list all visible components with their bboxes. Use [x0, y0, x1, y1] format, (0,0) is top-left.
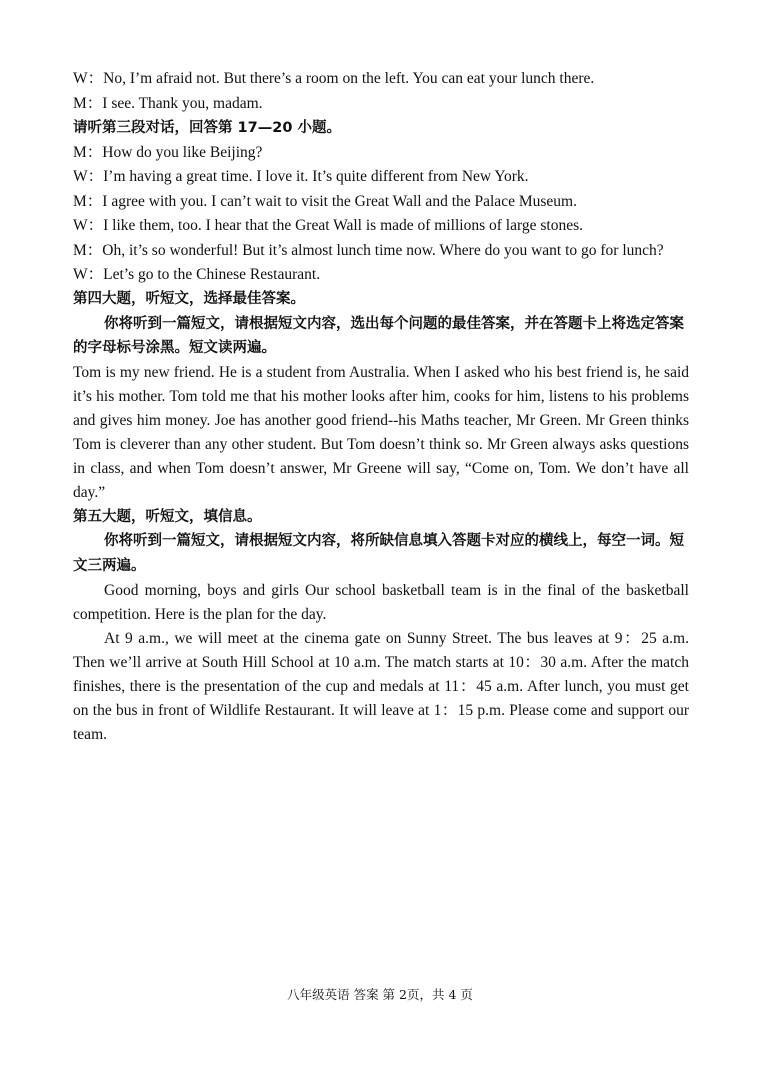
dialogue-line: W：I’m having a great time. I love it. It’s quite different from New York. — [73, 168, 529, 185]
dialogue-line: M：I see. Thank you, madam. — [73, 94, 263, 112]
dialogue-line: W：I like them, too. I hear that the Great Wall is made of millions of large stones. — [73, 217, 583, 234]
section-heading: 第四大题，听短文，选择最佳答案。 — [73, 291, 305, 307]
section-heading: 第五大题，听短文，填信息。 — [73, 508, 262, 525]
document-body — [73, 67, 689, 747]
passage-paragraph: Tom is my new friend. He is a student from Australia. When I asked who his best friend is, he said it’s his mother. Tom told me that his mother looks after him, cooks for him, listens to his problems and gives him money. Joe has another good friend--his Maths teacher, Mr Green. Mr Green thinks Tom is cleverer than any other student. But Tom doesn’t think so. Mr Green always asks questions in class, and when Tom doesn’t answer, Mr Greene will say, “Come on, Tom. We don’t have all day.” — [73, 363, 689, 501]
dialogue-line: M：Oh, it’s so wonderful! But it’s almost lunch time now. Where do you want to go for lunch? — [73, 241, 664, 259]
passage-paragraph: Good morning, boys and girls Our school basketball team is in the final of the basketball competition. Here is the plan for the day. — [73, 582, 689, 623]
passage-paragraph: At 9 a.m., we will meet at the cinema gate on Sunny Street. The bus leaves at 9：25 a.m. Then we’ll arrive at South Hill School at 10 a.m. The match starts at 10：30 a.m. After the match finishes, there is the presentation of the cup and medals at 11：45 a.m. After lunch, you must get on the bus in front of Wildlife Restaurant. It will leave at 1：15 p.m. Please come and support our team. — [73, 630, 689, 743]
dialogue-line: M：How do you like Beijing? — [73, 143, 263, 161]
instruction-text: 你将听到一篇短文，请根据短文内容，选出每个问题的最佳答案，并在答题卡上将选定答案的字母标号涂黑。短文读两遍。 — [73, 315, 684, 356]
dialogue-line: M：I agree with you. I can’t wait to visit the Great Wall and the Palace Museum. — [73, 192, 577, 210]
dialogue-line: W：No, I’m afraid not. But there’s a room on the left. You can eat your lunch there. — [73, 70, 595, 87]
dialogue-line: W：Let’s go to the Chinese Restaurant. — [73, 265, 321, 283]
section-heading: 请听第三段对话，回答第 17—20 小题。 — [73, 120, 341, 136]
page-footer: 八年级英语 答案 第 2页，共 4 页 — [287, 987, 473, 1002]
instruction-text: 你将听到一篇短文，请根据短文内容，将所缺信息填入答题卡对应的横线上，每空一词。短文三两遍。 — [73, 533, 684, 574]
